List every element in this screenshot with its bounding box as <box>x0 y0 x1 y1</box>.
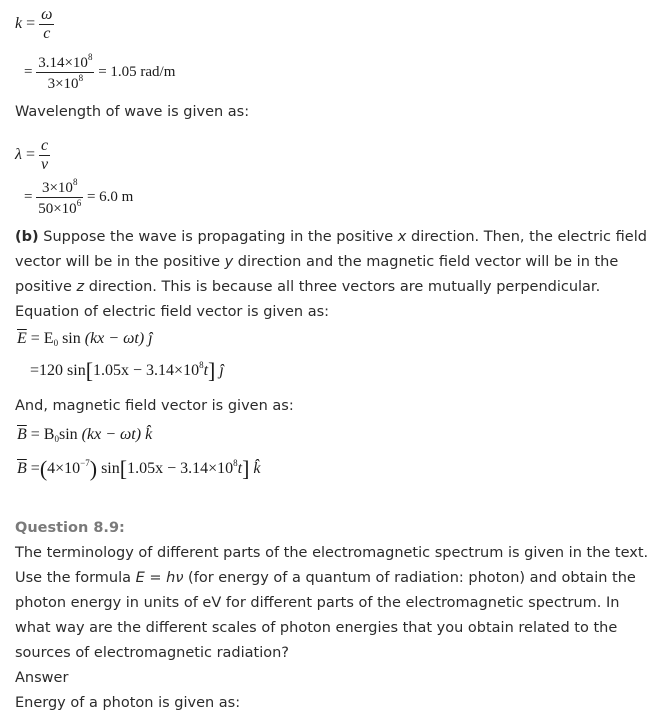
equation-electric-field-value: =120 $\sin[1.05x - 3.14\times 10^8t]$ ĵ <box>30 358 224 383</box>
k-unit-vector: k̂ <box>145 426 153 443</box>
numerator: $3.14\times 10^8$ <box>38 52 93 71</box>
part-b-label: (b) <box>15 229 39 245</box>
fraction-c-over-nu <box>39 137 50 174</box>
equation-lambda-definition <box>15 137 50 174</box>
b-vector-symbol: $\overline{B}$ <box>17 460 27 477</box>
numerator: $3\times 10^8$ <box>41 177 78 196</box>
energy-text: Energy of a photon is given as: <box>15 695 241 711</box>
equation-k-definition <box>15 6 54 43</box>
k-result: = 1.05 rad/m <box>98 63 176 80</box>
denominator: $50\times 10^6$ <box>38 198 82 217</box>
equation-electric-field: $\overline{E} = E_0$ sin (kx − ωt) ĵ <box>17 330 153 348</box>
equation-magnetic-field-value: $\overline{B} =(4\times 10^{-7}) \sin[1.05x - 3.14\times 10^8t]$ k̂ <box>17 456 261 481</box>
formula-e-hv: E = hν <box>135 570 184 586</box>
j-unit-vector: ĵ <box>148 330 153 347</box>
question-title: Question 8.9: <box>15 520 125 536</box>
e-vector-symbol: $\overline{E}$ <box>17 330 27 347</box>
k-unit-vector: k̂ <box>253 460 261 477</box>
fraction-lambda-value <box>36 177 83 218</box>
numerator: c <box>40 137 49 154</box>
lambda-symbol: λ <box>15 146 22 164</box>
equals-sign: = <box>24 188 33 205</box>
wavelength-text: Wavelength of wave is given as: <box>15 104 250 120</box>
denominator: ν <box>40 156 49 173</box>
fraction-omega-over-c <box>39 6 54 43</box>
j-unit-vector: ĵ <box>219 362 224 379</box>
answer-label: Answer <box>15 670 69 686</box>
equation-k-value <box>24 52 175 93</box>
denominator: c <box>39 24 54 43</box>
b-vector-symbol: $\overline{B}$ <box>17 426 27 443</box>
equation-magnetic-field: $\overline{B} = B_0\sin$ (kx − ωt) k̂ <box>17 426 153 444</box>
question-paragraph: The terminology of different parts of the electromagnetic spectrum is given in the text. Use the formula E = hν (for energy of a quantum of radiation: photon) and obtain the photon energy in units of eV for different parts of the electromagnetic spectrum. In what way are the different scales of photon energies that you obtain related to the sources of electromagnetic radiation? <box>15 545 649 661</box>
numerator: ω <box>41 6 53 23</box>
equals-sign: = <box>25 146 35 164</box>
k-symbol: k <box>15 15 23 33</box>
magnetic-eq-text: And, magnetic field vector is given as: <box>15 398 294 414</box>
equals-sign: = <box>26 15 36 33</box>
denominator: $3\times 10^8$ <box>36 72 94 93</box>
electric-eq-text: Equation of electric field vector is given as: <box>15 304 330 320</box>
equals-sign: = <box>24 63 33 80</box>
equation-lambda-value <box>24 177 133 218</box>
lambda-result: = 6.0 m <box>86 188 134 205</box>
part-b-paragraph: (b) Suppose the wave is propagating in the positive x direction. Then, the electric field vector will be in the positive y direction and the magnetic field vector will be in the positive z direction. This is because all three vectors are mutually perpendicular. <box>15 229 647 295</box>
fraction-k-value <box>36 52 94 93</box>
